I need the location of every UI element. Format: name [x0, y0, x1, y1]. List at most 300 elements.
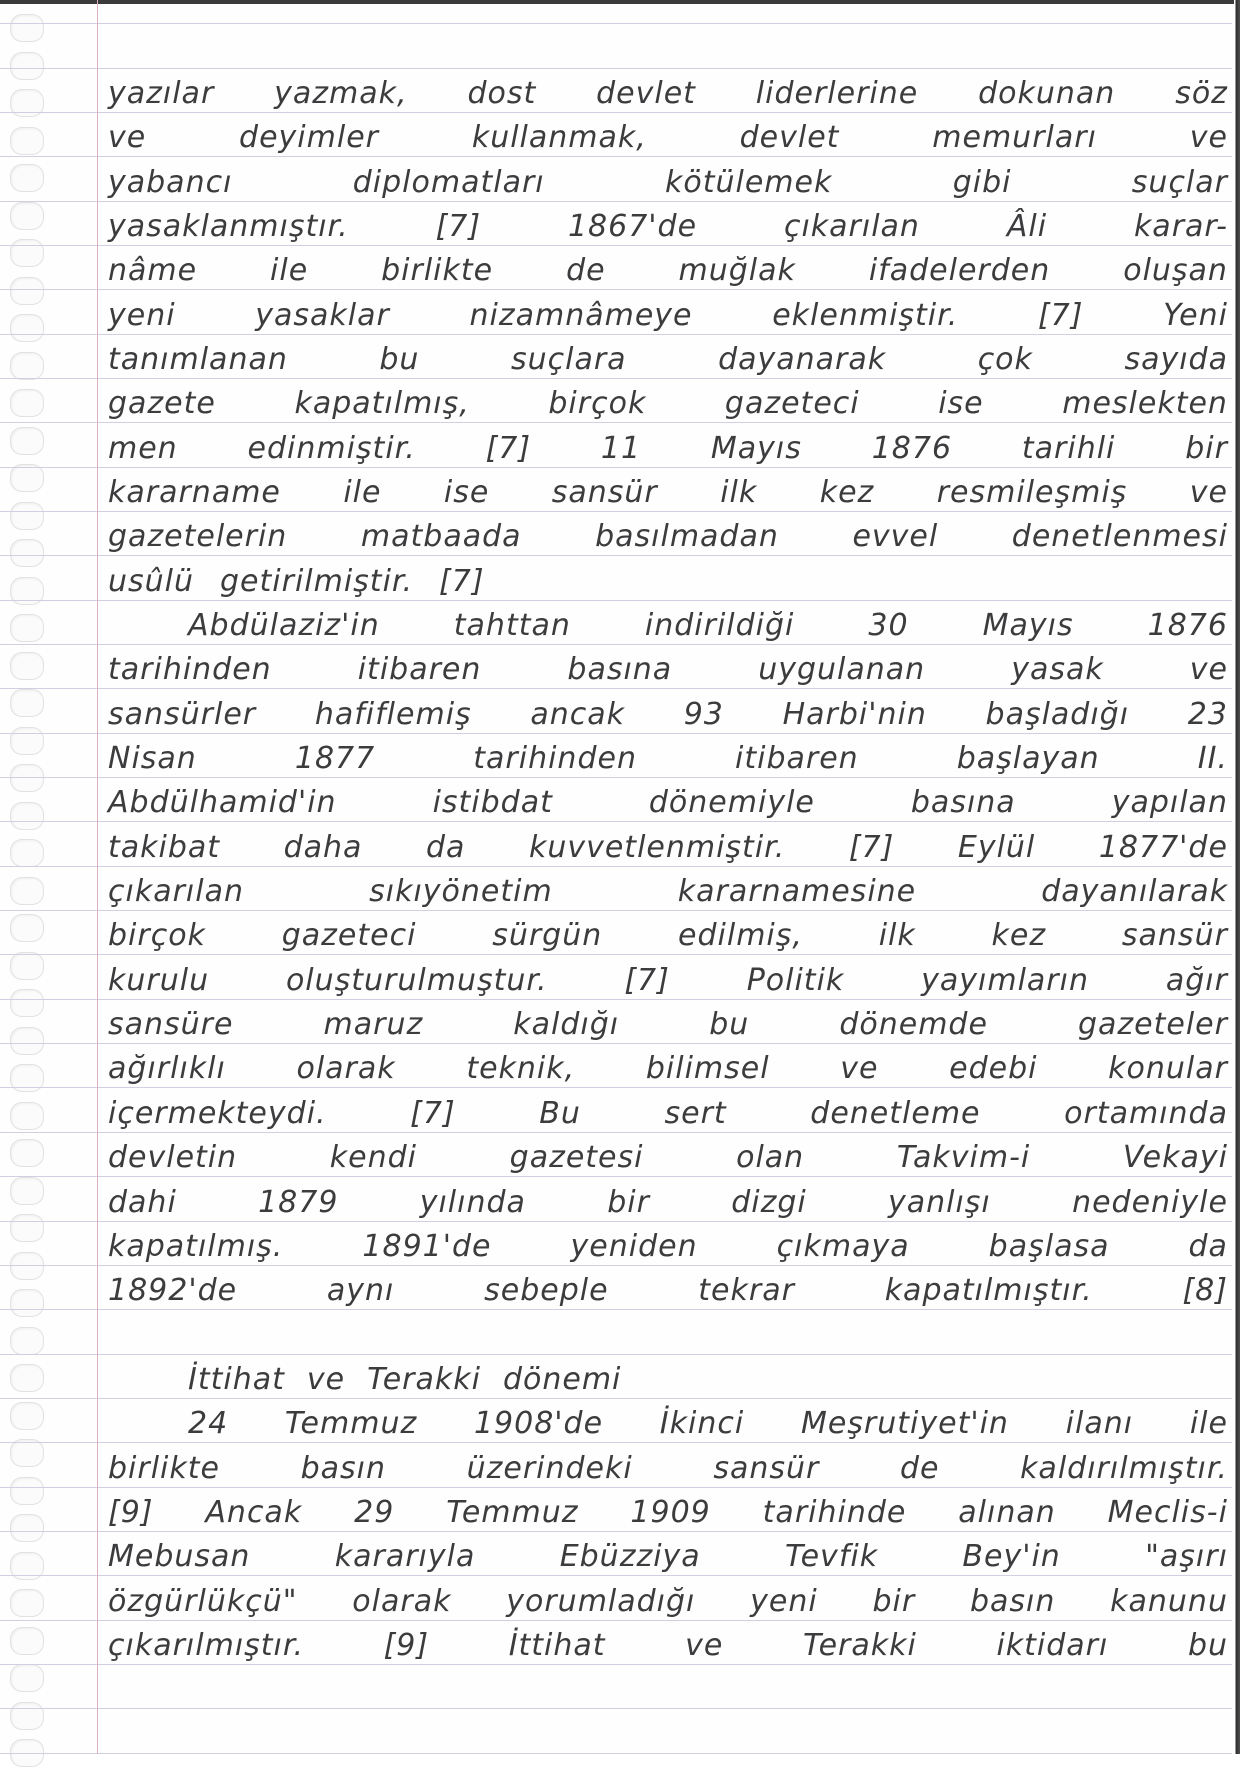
word: gazetelerin	[108, 519, 288, 554]
word: birçok	[108, 918, 206, 953]
word: yazılar	[108, 76, 215, 111]
word: tarihinden	[108, 652, 272, 687]
word: kuvvetlenmiştir.	[528, 830, 786, 865]
word: Meşrutiyet'in	[800, 1406, 1009, 1441]
word: edebi	[949, 1051, 1038, 1086]
text-line	[108, 114, 1228, 158]
word: Tevfik	[784, 1539, 879, 1574]
margin-line	[97, 0, 98, 1754]
word: Âli	[1006, 209, 1048, 244]
binder-hole	[10, 427, 44, 455]
text-line	[108, 1578, 1228, 1622]
section-heading	[108, 1356, 1240, 1400]
word: ortamında	[1064, 1096, 1228, 1131]
word: [7]	[848, 830, 895, 865]
word: indirildiği	[644, 608, 795, 643]
word: de	[899, 1451, 940, 1486]
word: gazetesi	[509, 1140, 644, 1175]
word: muğlak	[678, 253, 796, 288]
binder-hole	[10, 352, 44, 380]
word: edinmiştir.	[247, 431, 416, 466]
word: çıkarılan	[783, 209, 920, 244]
word: dahi	[108, 1185, 177, 1220]
word: çıkmaya	[776, 1229, 910, 1264]
binder-hole	[10, 877, 44, 905]
word: 1879	[258, 1185, 339, 1220]
text-line	[108, 824, 1228, 868]
text-line	[108, 203, 1228, 247]
word: yasak	[1011, 652, 1104, 687]
word: 29	[354, 1495, 395, 1530]
binder-hole	[10, 1027, 44, 1055]
text-line	[108, 1622, 1228, 1666]
word: dokunan	[978, 76, 1116, 111]
text-line	[108, 336, 1228, 380]
word: yılında	[419, 1185, 526, 1220]
word: [7]	[410, 1096, 456, 1131]
word: getirilmiştir.	[220, 564, 414, 599]
word: de	[566, 253, 606, 288]
word: sansüre	[108, 1007, 234, 1042]
word: Terakki	[802, 1628, 917, 1663]
binder-hole	[10, 1477, 44, 1505]
word: basın	[300, 1451, 386, 1486]
word: [8]	[1182, 1273, 1228, 1308]
text-line	[108, 1489, 1228, 1533]
binder-hole	[10, 389, 44, 417]
word: ve	[108, 120, 147, 155]
word: kez	[819, 475, 875, 510]
word: dönemi	[502, 1362, 622, 1397]
word: meslekten	[1062, 386, 1228, 421]
word: dayanılarak	[1041, 874, 1228, 909]
word: kez	[991, 918, 1047, 953]
word: ve	[1189, 475, 1228, 510]
word: sürgün	[492, 918, 603, 953]
binder-hole	[10, 1102, 44, 1130]
word: 30	[868, 608, 909, 643]
binder-hole	[10, 1514, 44, 1542]
binder-hole	[10, 1252, 44, 1280]
binder-hole	[10, 202, 44, 230]
word: sansür	[713, 1451, 820, 1486]
word: [7]	[624, 963, 670, 998]
word: tekrar	[698, 1273, 795, 1308]
text-line	[108, 735, 1228, 779]
word: matbaada	[360, 519, 522, 554]
word: men	[108, 431, 178, 466]
binder-hole	[10, 1177, 44, 1205]
word: bir	[872, 1584, 916, 1619]
word: dost	[467, 76, 537, 111]
word: yeni	[750, 1584, 818, 1619]
text-line	[108, 1001, 1228, 1045]
word: 1876	[871, 431, 953, 466]
word: Politik	[746, 963, 845, 998]
text-line	[108, 868, 1228, 912]
word: bir	[607, 1185, 650, 1220]
word: çıkarılmıştır.	[108, 1628, 304, 1663]
ruled-line	[0, 68, 1232, 69]
word: uygulanan	[758, 652, 926, 687]
word: kurulu	[108, 963, 210, 998]
word: birçok	[548, 386, 647, 421]
binder-hole	[10, 1139, 44, 1167]
word: içermekteydi.	[108, 1096, 327, 1131]
word: kanunu	[1110, 1584, 1228, 1619]
text-line	[108, 70, 1228, 114]
word: ilk	[720, 475, 758, 510]
word: basına	[567, 652, 673, 687]
binder-hole	[10, 802, 44, 830]
text-line	[108, 425, 1228, 469]
word: [7]	[485, 431, 532, 466]
binder-hole	[10, 502, 44, 530]
binder-hole	[10, 127, 44, 155]
word: da	[1188, 1229, 1228, 1264]
word: itibaren	[357, 652, 482, 687]
word: ile	[270, 253, 309, 288]
word: ancak	[530, 697, 626, 732]
text-line	[108, 1134, 1228, 1178]
text-line	[108, 1090, 1228, 1134]
binder-hole	[10, 239, 44, 267]
word: İttihat	[188, 1362, 285, 1397]
word: sayıda	[1124, 342, 1228, 377]
word: ilk	[878, 918, 916, 953]
word: 1867'de	[567, 209, 698, 244]
binder-hole	[10, 14, 44, 42]
word: Temmuz	[284, 1406, 418, 1441]
word: eklenmiştir.	[772, 298, 959, 333]
word: basın	[969, 1584, 1056, 1619]
word: birlikte	[108, 1451, 220, 1486]
word: özgürlükçü"	[108, 1584, 298, 1619]
word: ilanı	[1065, 1406, 1134, 1441]
word: bu	[379, 342, 420, 377]
word: [9]	[108, 1495, 154, 1530]
word: Mayıs	[982, 608, 1074, 643]
binder-hole	[10, 989, 44, 1017]
word: olarak	[296, 1051, 396, 1086]
word: gazete	[108, 386, 216, 421]
word: Eylül	[957, 830, 1036, 865]
word: Mebusan	[108, 1539, 251, 1574]
binder-hole	[10, 839, 44, 867]
text-line	[108, 380, 1228, 424]
word: 1892'de	[108, 1273, 238, 1308]
binder-hole	[10, 1589, 44, 1617]
binder-hole	[10, 764, 44, 792]
word: teknik,	[466, 1051, 576, 1086]
word: evvel	[852, 519, 939, 554]
binder-hole	[10, 1439, 44, 1467]
word: Vekayi	[1122, 1140, 1228, 1175]
word: Ancak	[205, 1495, 303, 1530]
word: sansürler	[108, 697, 257, 732]
word: olan	[736, 1140, 805, 1175]
word: yabancı	[108, 165, 233, 200]
binder-hole	[10, 277, 44, 305]
binder-hole	[10, 652, 44, 680]
word: suçlara	[510, 342, 627, 377]
word: 1876	[1147, 608, 1228, 643]
word: yapılan	[1111, 785, 1228, 820]
binder-hole	[10, 614, 44, 642]
word: ağır	[1165, 963, 1228, 998]
binder-hole	[10, 314, 44, 342]
binder-hole	[10, 164, 44, 192]
word: yasaklar	[255, 298, 390, 333]
word: ağırlıklı	[108, 1051, 226, 1086]
text-line	[108, 912, 1228, 956]
binder-hole	[10, 1327, 44, 1355]
text-line	[108, 1445, 1228, 1489]
word: hafiflemiş	[314, 697, 472, 732]
word: başladığı	[985, 697, 1130, 732]
word: devletin	[108, 1140, 238, 1175]
word: Meclis-i	[1107, 1495, 1228, 1530]
word: yanlışı	[887, 1185, 991, 1220]
word: olarak	[352, 1584, 452, 1619]
word: çıkarılan	[108, 874, 244, 909]
scan-edge-top	[0, 0, 1240, 4]
word: yazmak,	[274, 76, 408, 111]
binder-hole	[10, 1364, 44, 1392]
word: basına	[910, 785, 1016, 820]
text-line	[108, 1400, 1228, 1444]
binder-hole	[10, 464, 44, 492]
word: kapatılmış,	[294, 386, 470, 421]
word: konular	[1108, 1051, 1228, 1086]
word: bu	[709, 1007, 750, 1042]
word: söz	[1175, 76, 1228, 111]
word: itibaren	[735, 741, 859, 776]
word: 1908'de	[473, 1406, 604, 1441]
word: ve	[1189, 652, 1228, 687]
word: 1877'de	[1098, 830, 1228, 865]
text-line	[108, 469, 1228, 513]
word: Nisan	[108, 741, 197, 776]
text-line	[108, 247, 1228, 291]
word: iktidarı	[996, 1628, 1109, 1663]
word: 1877	[294, 741, 376, 776]
word: nizamnâmeye	[469, 298, 693, 333]
word: 11	[600, 431, 642, 466]
text-line	[108, 602, 1228, 646]
word: oluşan	[1123, 253, 1228, 288]
word: tarihli	[1021, 431, 1116, 466]
word: ise	[443, 475, 490, 510]
word: kötülemek	[664, 165, 833, 200]
word: karar-	[1133, 209, 1228, 244]
word: sebeple	[484, 1273, 609, 1308]
word: maruz	[323, 1007, 424, 1042]
word: Ebüzziya	[559, 1539, 701, 1574]
text-line	[108, 1267, 1228, 1311]
word: ve	[840, 1051, 879, 1086]
word: yorumladığı	[506, 1584, 696, 1619]
word: sansür	[1121, 918, 1228, 953]
word: da	[425, 830, 466, 865]
word: dönemde	[839, 1007, 988, 1042]
text-line	[108, 159, 1228, 203]
word: sert	[664, 1096, 727, 1131]
binder-hole	[10, 727, 44, 755]
binder-hole	[10, 1214, 44, 1242]
word: sıkıyönetim	[369, 874, 553, 909]
word: sansür	[551, 475, 658, 510]
scan-edge-right	[1234, 0, 1240, 1754]
word: memurları	[932, 120, 1097, 155]
word: diplomatları	[352, 165, 545, 200]
word: üzerindeki	[466, 1451, 633, 1486]
binder-hole	[10, 689, 44, 717]
word: Bey'in	[962, 1539, 1061, 1574]
text-line	[108, 1179, 1228, 1223]
text-line	[108, 1045, 1228, 1089]
word: kaldırılmıştır.	[1020, 1451, 1228, 1486]
word: devlet	[739, 120, 840, 155]
text-line	[108, 1223, 1228, 1267]
word: ile	[1189, 1406, 1228, 1441]
ruled-line	[0, 23, 1232, 24]
word: suçlar	[1131, 165, 1228, 200]
word: dönemiyle	[648, 785, 815, 820]
word: Temmuz	[446, 1495, 579, 1530]
word: Mayıs	[710, 431, 802, 466]
word: dayanarak	[718, 342, 887, 377]
word: 1909	[630, 1495, 711, 1530]
word: kullanmak,	[471, 120, 647, 155]
word: usûlü	[108, 564, 195, 599]
word: edilmiş,	[678, 918, 803, 953]
binder-hole	[10, 539, 44, 567]
word: nâme	[108, 253, 198, 288]
word: "aşırı	[1145, 1539, 1228, 1574]
ruled-line	[0, 1708, 1232, 1709]
word: Abdülaziz'in	[188, 608, 380, 643]
binder-hole	[10, 1664, 44, 1692]
word: tahttan	[453, 608, 571, 643]
word: deyimler	[239, 120, 379, 155]
binder-hole	[10, 914, 44, 942]
word: [9]	[383, 1628, 430, 1663]
word: II.	[1197, 741, 1228, 776]
word: yasaklanmıştır.	[108, 209, 349, 244]
word: çok	[977, 342, 1033, 377]
word: basılmadan	[595, 519, 779, 554]
word: gazeteler	[1078, 1007, 1228, 1042]
word: kararname	[108, 475, 281, 510]
word: ile	[343, 475, 382, 510]
word: alınan	[958, 1495, 1056, 1530]
word: bilimsel	[645, 1051, 770, 1086]
text-line	[108, 779, 1228, 823]
word: ve	[1189, 120, 1228, 155]
word: nedeniyle	[1072, 1185, 1228, 1220]
word: denetlenmesi	[1011, 519, 1228, 554]
word: bu	[1187, 1628, 1228, 1663]
word: yayımların	[921, 963, 1089, 998]
word: gibi	[952, 165, 1012, 200]
word: liderlerine	[755, 76, 919, 111]
word: Takvim-i	[896, 1140, 1031, 1175]
text-line	[108, 292, 1228, 336]
word: istibdat	[432, 785, 553, 820]
word: kapatılmıştır.	[884, 1273, 1093, 1308]
word: birlikte	[381, 253, 494, 288]
word: 93	[683, 697, 724, 732]
word: kendi	[329, 1140, 418, 1175]
word: takibat	[108, 830, 221, 865]
binder-hole	[10, 52, 44, 80]
word: [7]	[439, 564, 485, 599]
text-line	[108, 957, 1228, 1001]
word: ifadelerden	[868, 253, 1051, 288]
word: oluşturulmuştur.	[285, 963, 548, 998]
text-line	[108, 513, 1228, 557]
binder-hole	[10, 1402, 44, 1430]
word: tarihinde	[762, 1495, 907, 1530]
word: başlasa	[988, 1229, 1110, 1264]
word: daha	[283, 830, 363, 865]
word: devlet	[596, 76, 696, 111]
text-line	[108, 646, 1228, 690]
word: kararnamesine	[677, 874, 917, 909]
text-line	[108, 691, 1228, 735]
word: Yeni	[1163, 298, 1228, 333]
word: ve	[306, 1362, 346, 1397]
binder-hole	[10, 1627, 44, 1655]
word: Abdülhamid'in	[108, 785, 337, 820]
word: kaldığı	[513, 1007, 620, 1042]
word: kararıyla	[334, 1539, 476, 1574]
word: 1891'de	[362, 1229, 492, 1264]
word: ve	[685, 1628, 724, 1663]
word: İttihat	[508, 1628, 606, 1663]
word: gazeteci	[724, 386, 860, 421]
word: Bu	[539, 1096, 581, 1131]
word: İkinci	[659, 1406, 745, 1441]
word: ise	[938, 386, 984, 421]
word: [7]	[435, 209, 482, 244]
text-line	[108, 558, 1228, 602]
word: [7]	[1037, 298, 1084, 333]
word: yeniden	[570, 1229, 698, 1264]
word: denetleme	[810, 1096, 981, 1131]
word: resmileşmiş	[936, 475, 1128, 510]
binder-hole	[10, 952, 44, 980]
word: 24	[188, 1406, 229, 1441]
word: bir	[1185, 431, 1228, 466]
binder-hole	[10, 1289, 44, 1317]
binder-hole	[10, 1702, 44, 1730]
text-line	[108, 1533, 1228, 1577]
word: dizgi	[731, 1185, 807, 1220]
word: Harbi'nin	[782, 697, 927, 732]
word: tanımlanan	[108, 342, 288, 377]
word: aynı	[326, 1273, 395, 1308]
word: gazeteci	[281, 918, 417, 953]
word: yeni	[108, 298, 176, 333]
word: kapatılmış.	[108, 1229, 284, 1264]
word: tarihinden	[473, 741, 637, 776]
word: 23	[1187, 697, 1228, 732]
word: Terakki	[367, 1362, 481, 1397]
word: başlayan	[956, 741, 1100, 776]
text-line	[108, 1312, 1228, 1356]
